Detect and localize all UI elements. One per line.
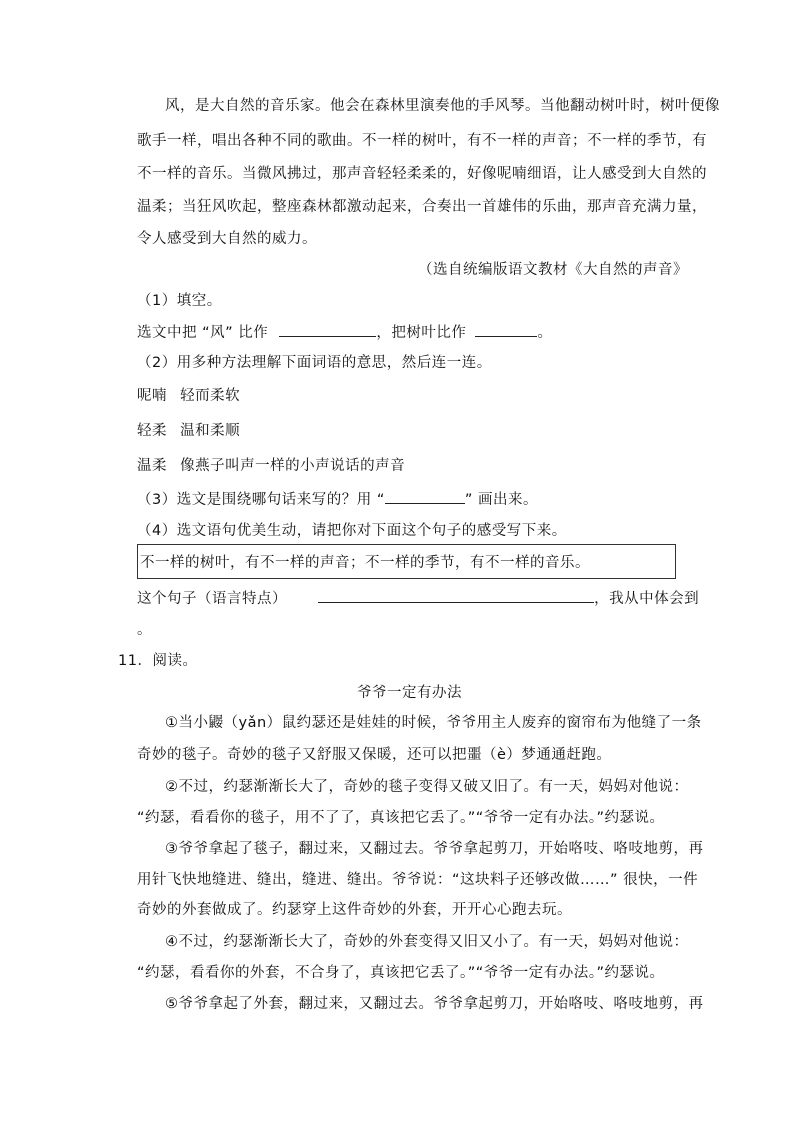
q2-word: 温柔 <box>137 458 167 474</box>
story-line: ②不过，约瑟渐渐长大了，奇妙的毯子变得又破又旧了。有一天，妈妈对他说： <box>165 779 689 795</box>
question-4-label: （4）选文语句优美生动，请把你对下面这个句子的感受写下来。 <box>137 523 567 539</box>
q1-text-a: 选文中把 “风” 比作 <box>137 325 269 341</box>
q1-text-c: 。 <box>537 325 553 341</box>
passage-line: 令人感受到大自然的威力。 <box>137 231 317 247</box>
q1-text-b: ，把树叶比作 <box>376 325 467 341</box>
q2-row <box>137 386 240 406</box>
q2-word: 轻柔 <box>137 423 167 439</box>
question-1-fill <box>137 322 552 343</box>
q3-blank[interactable] <box>385 489 465 504</box>
story-line: ③爷爷拿起了毯子，翻过来，又翻过去。爷爷拿起剪刀，开始咯吱、咯吱地剪，再 <box>165 841 704 857</box>
q2-meaning: 轻而柔软 <box>180 388 241 404</box>
q4-text-a: 这个句子（语言特点） <box>137 591 287 607</box>
q4-answer-end: 。 <box>137 622 152 638</box>
question-3 <box>137 489 538 510</box>
q2-meaning: 像燕子叫声一样的小声说话的声音 <box>180 458 406 474</box>
passage-line: 温柔；当狂风吹起，整座森林都激动起来，合奏出一首雄伟的乐曲，那声音充满力量， <box>137 199 707 215</box>
story-line: “约瑟，看看你的外套，不合身了，真该把它丢了。”“爷爷一定有办法。”约瑟说。 <box>137 965 665 981</box>
q3-text-a: （3）选文是围绕哪句话来写的？用 “ <box>137 492 385 508</box>
source-citation: （选自统编版语文教材《大自然的声音》 <box>418 262 688 278</box>
q2-row <box>137 456 405 476</box>
q2-meaning: 温和柔顺 <box>180 423 241 439</box>
passage-line: 歌手一样，唱出各种不同的歌曲。不一样的树叶，有不一样的声音；不一样的季节，有 <box>137 133 707 149</box>
passage-line: 不一样的音乐。当微风拂过，那声音轻轻柔柔的，好像呢喃细语，让人感受到大自然的 <box>137 166 707 182</box>
q2-row <box>137 421 240 441</box>
q3-text-b: ” 画出来。 <box>464 492 538 508</box>
q2-word: 呢喃 <box>137 388 167 404</box>
q1-blank-2[interactable] <box>475 322 537 337</box>
question-2-label: （2）用多种方法理解下面词语的意思，然后连一连。 <box>137 355 492 371</box>
q4-text-b: ，我从中体会到 <box>594 591 700 607</box>
story-line: ①当小鼹（yǎn）鼠约瑟还是娃娃的时候，爷爷用主人废弃的窗帘布为他缝了一条 <box>165 715 702 731</box>
question-1-label: （1）填空。 <box>137 293 222 309</box>
story-line: 奇妙的外套做成了。约瑟穿上这件奇妙的外套，开开心心跑去玩。 <box>137 902 572 918</box>
story-line: 奇妙的毯子。奇妙的毯子又舒服又保暖，还可以把噩（è）梦通通赶跑。 <box>137 747 612 763</box>
story-line: 用针飞快地缝进、缝出，缝进、缝出。爷爷说：“这块料子还够改做……” 很快，一件 <box>137 872 699 888</box>
story-line: ⑤爷爷拿起了外套，翻过来，又翻过去。爷爷拿起剪刀，开始咯吱、咯吱地剪，再 <box>165 996 704 1012</box>
question-11-label: 11．阅读。 <box>118 653 198 669</box>
story-line: ④不过，约瑟渐渐长大了，奇妙的外套变得又旧又小了。有一天，妈妈对他说： <box>165 934 689 950</box>
story-line: “约瑟，看看你的毯子，用不了了，真该把它丢了。”“爷爷一定有办法。”约瑟说。 <box>137 810 665 826</box>
q4-answer <box>137 588 699 609</box>
passage-line: 风，是大自然的音乐家。他会在森林里演奏他的手风琴。当他翻动树叶时，树叶便像 <box>165 98 720 114</box>
boxed-sentence: 不一样的树叶，有不一样的声音；不一样的季节，有不一样的音乐。 <box>140 555 590 571</box>
q1-blank-1[interactable] <box>279 322 376 337</box>
q4-blank[interactable] <box>318 588 594 603</box>
story-title: 爷爷一定有办法 <box>357 685 462 701</box>
